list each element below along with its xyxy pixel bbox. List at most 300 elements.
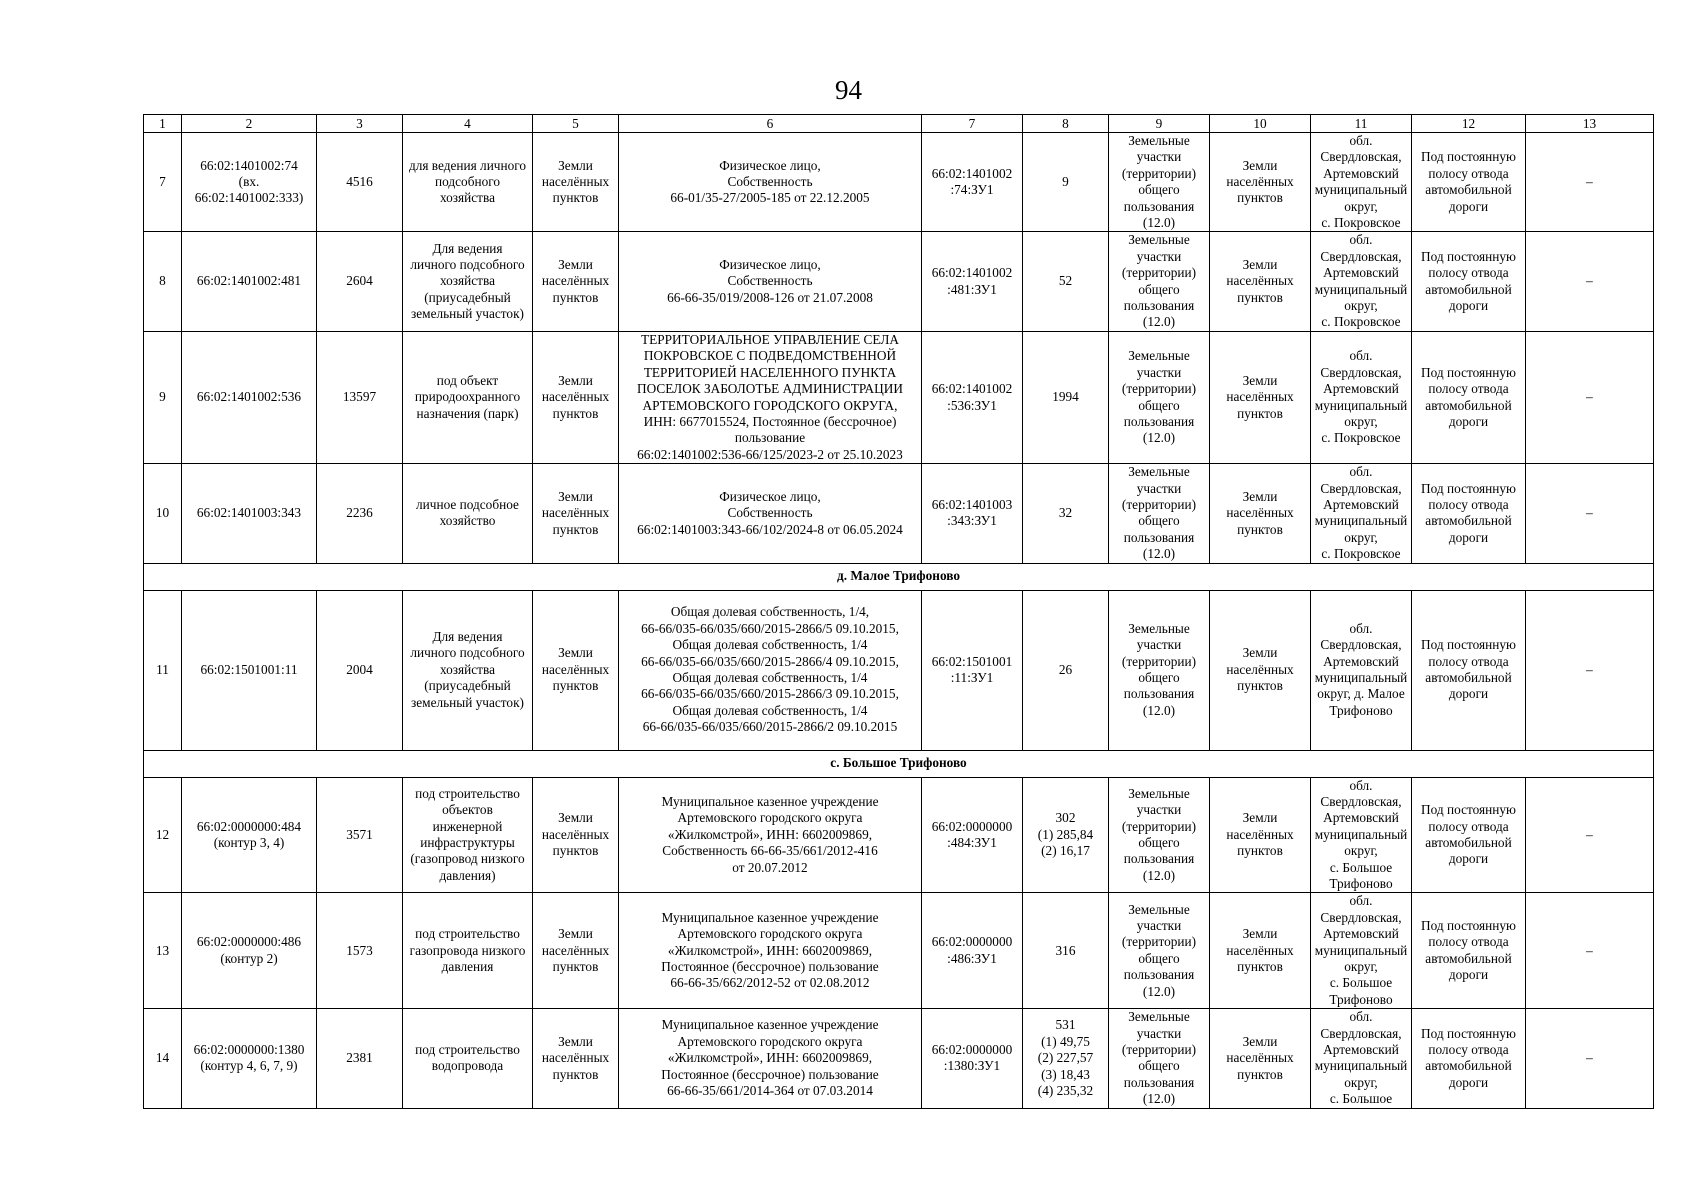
cell-line: пунктов <box>1237 678 1283 694</box>
cell-line: Под постоянную <box>1421 1025 1516 1041</box>
cell-line: 1994 <box>1052 389 1079 405</box>
cell-line: участки <box>1136 149 1182 165</box>
note-cell: – <box>1526 464 1654 563</box>
note-cell: – <box>1526 1009 1654 1108</box>
cell-line: инженерной <box>432 818 503 834</box>
cell-line: автомобильной <box>1425 670 1512 686</box>
cell-line: округ, <box>1344 843 1378 859</box>
cell-line: Общая долевая собственность, 1/4 <box>672 702 868 718</box>
cell-line: полосу отвода <box>1428 496 1509 512</box>
note-cell: – <box>1526 777 1654 893</box>
cell-line: Собственность <box>727 174 813 190</box>
cell-line: Физическое лицо, <box>719 257 821 273</box>
cell-line: Для ведения <box>432 629 503 645</box>
cell-line: Земли <box>1242 1033 1278 1049</box>
cell-line: :481:ЗУ1 <box>947 281 997 297</box>
cell-line: пунктов <box>552 678 599 694</box>
cell-line: Земельные <box>1128 232 1190 248</box>
cell-line: Свердловская, <box>1320 480 1402 496</box>
cell-line: муниципальный <box>1314 826 1408 842</box>
cell-line: личного подсобного <box>410 257 525 273</box>
cell-line: с. Покровское <box>1321 314 1401 330</box>
cell-line: населённых <box>541 942 610 958</box>
cell-line: (12.0) <box>1142 314 1176 330</box>
land-category-cell <box>533 590 619 750</box>
cell-line: :74:ЗУ1 <box>950 182 994 198</box>
column-header: 2 <box>182 115 317 133</box>
cell-line: муниципальный <box>1314 281 1408 297</box>
cell-line: населённых <box>541 273 610 289</box>
cell-line: Трифоново <box>1329 991 1393 1007</box>
permitted-use-cell <box>403 777 533 893</box>
cell-line: полосу отвода <box>1428 165 1509 181</box>
location-cell <box>1311 133 1412 232</box>
cell-line: под объект <box>436 372 499 388</box>
cell-line: автомобильной <box>1425 950 1512 966</box>
cell-line: Артемовского городского округа <box>677 926 863 942</box>
cell-line: пунктов <box>1237 843 1283 859</box>
cell-line: Под постоянную <box>1421 248 1516 264</box>
cell-line: обл. <box>1349 620 1373 636</box>
cell-line: Свердловская, <box>1320 793 1402 809</box>
cell-line: Земли <box>558 810 593 826</box>
cell-line: Земли <box>558 257 593 273</box>
cell-line: автомобильной <box>1425 513 1512 529</box>
cell-line: автомобильной <box>1425 397 1512 413</box>
permitted-use-cell <box>403 464 533 563</box>
cell-line: пунктов <box>1237 1066 1283 1082</box>
cell-line: Земли <box>1242 645 1278 661</box>
land-category-2-cell <box>1210 464 1311 563</box>
cell-line: хозяйства <box>440 661 495 677</box>
cell-line: подсобного <box>435 174 500 190</box>
rights-holder-cell <box>619 777 922 893</box>
cell-line: давления) <box>439 867 496 883</box>
area-cell: 2004 <box>317 590 403 750</box>
cell-line: Земельные <box>1128 348 1190 364</box>
cell-line: Земли <box>558 488 593 504</box>
cell-line: участки <box>1136 802 1182 818</box>
cell-line: (2) 227,57 <box>1037 1050 1094 1066</box>
cell-line: «Жилкомстрой», ИНН: 6602009869, <box>667 826 873 842</box>
cell-line: 66:02:1401003:343-66/102/2024-8 от 06.05.2024 <box>637 521 903 537</box>
cell-line: природоохранного <box>414 389 521 405</box>
cell-line: пунктов <box>1237 190 1283 206</box>
cell-line: Артемовский <box>1323 1042 1399 1058</box>
cell-line: муниципальный <box>1314 513 1408 529</box>
cell-line: с. Большое <box>1329 975 1393 991</box>
cell-line: (3) 18,43 <box>1041 1066 1090 1082</box>
cell-line: дороги <box>1448 686 1489 702</box>
cell-line: общего <box>1138 281 1180 297</box>
land-category-cell <box>533 777 619 893</box>
land-category-cell <box>533 464 619 563</box>
cell-line: 66:02:1401002 <box>931 265 1013 281</box>
cell-line: :343:ЗУ1 <box>947 513 997 529</box>
permitted-use-cell <box>403 590 533 750</box>
cell-line: :536:ЗУ1 <box>947 397 997 413</box>
cadastral-number-cell <box>182 590 317 750</box>
cell-line: (территории) <box>1121 265 1197 281</box>
cell-line: АРТЕМОВСКОГО ГОРОДСКОГО ОКРУГА, <box>642 397 898 413</box>
cadastral-number-cell <box>182 893 317 1009</box>
cell-line: (4) 235,32 <box>1037 1083 1094 1099</box>
area-cell: 4516 <box>317 133 403 232</box>
cell-line: (приусадебный <box>424 678 511 694</box>
cell-line: (12.0) <box>1142 983 1176 999</box>
part-area-cell <box>1023 133 1109 232</box>
column-header: 4 <box>403 115 533 133</box>
land-plots-table <box>143 114 1654 1109</box>
column-header: 13 <box>1526 115 1654 133</box>
cell-line: Артемовского городского округа <box>677 1033 863 1049</box>
part-area-cell <box>1023 232 1109 331</box>
cell-line: Земли <box>1242 810 1278 826</box>
cell-line: 66-66-35/661/2014-364 от 07.03.2014 <box>667 1083 873 1099</box>
cell-line: Земли <box>1242 488 1278 504</box>
rights-holder-cell <box>619 232 922 331</box>
cell-line: (1) 49,75 <box>1041 1033 1090 1049</box>
column-header: 10 <box>1210 115 1311 133</box>
column-header: 3 <box>317 115 403 133</box>
cell-line: общего <box>1138 513 1180 529</box>
column-header: 8 <box>1023 115 1109 133</box>
column-header: 9 <box>1109 115 1210 133</box>
permitted-use-cell <box>403 893 533 1009</box>
permitted-use-cell <box>403 331 533 463</box>
cell-line: дороги <box>1448 529 1489 545</box>
cell-line: 66:02:1401003 <box>931 496 1013 512</box>
cell-line: личное подсобное <box>416 496 519 512</box>
cell-line: Земельные <box>1128 620 1190 636</box>
part-area-cell <box>1023 331 1109 463</box>
purpose-cell <box>1109 777 1210 893</box>
header-row <box>144 115 1654 133</box>
cadastral-number-cell <box>182 777 317 893</box>
cell-line: хозяйство <box>439 513 496 529</box>
row-number-cell: 14 <box>144 1009 182 1108</box>
cell-line: 66:02:1401002:536 <box>196 389 302 405</box>
cell-line: 66-66/035-66/035/660/2015-2866/4 09.10.2015, <box>641 653 899 669</box>
cell-line: 52 <box>1058 273 1073 289</box>
cell-line: населённых <box>1226 826 1294 842</box>
cell-line: дороги <box>1448 413 1489 429</box>
cell-line: дороги <box>1448 967 1489 983</box>
part-number-cell <box>922 133 1023 232</box>
cell-line: обл. <box>1349 133 1373 148</box>
cell-line: (территории) <box>1121 818 1197 834</box>
cell-line: объектов <box>442 802 493 818</box>
purpose-cell <box>1109 331 1210 463</box>
part-area-cell <box>1023 777 1109 893</box>
cell-line: (контур 2) <box>220 950 278 966</box>
permitted-use-cell <box>403 232 533 331</box>
purpose-cell <box>1109 133 1210 232</box>
land-category-2-cell <box>1210 590 1311 750</box>
cell-line: участки <box>1136 248 1182 264</box>
cell-line: ТЕРРИТОРИАЛЬНОЕ УПРАВЛЕНИЕ СЕЛА <box>641 331 899 347</box>
area-cell: 2236 <box>317 464 403 563</box>
cell-line: пунктов <box>1237 405 1283 421</box>
cell-line: с. Большое <box>1329 859 1393 875</box>
cell-line: 9 <box>1062 174 1069 190</box>
cell-line: населённых <box>1226 389 1294 405</box>
cell-line: Постоянное (бессрочное) пользование <box>661 959 879 975</box>
cell-line: округ, д. Малое <box>1317 686 1405 702</box>
column-header: 5 <box>533 115 619 133</box>
cell-line: автомобильной <box>1425 182 1512 198</box>
cell-line: (12.0) <box>1142 430 1176 446</box>
purpose-cell <box>1109 590 1210 750</box>
cell-line: земельный участок) <box>411 306 524 322</box>
cell-line: округ, <box>1344 529 1378 545</box>
cell-line: участки <box>1136 918 1182 934</box>
cell-line: обл. <box>1349 777 1373 793</box>
cell-line: пунктов <box>552 405 599 421</box>
cell-line: населённых <box>1226 1050 1294 1066</box>
cell-line: для ведения личного <box>408 157 527 173</box>
cell-line: Свердловская, <box>1320 149 1402 165</box>
cell-line: Трифоново <box>1329 876 1393 891</box>
cell-line: Свердловская, <box>1320 909 1402 925</box>
cell-line: хозяйства <box>440 273 495 289</box>
cell-line: полосу отвода <box>1428 818 1509 834</box>
cell-line: Муниципальное казенное учреждение <box>661 909 879 925</box>
cell-line: полосу отвода <box>1428 1042 1509 1058</box>
purpose-cell <box>1109 464 1210 563</box>
table-row <box>144 590 1654 750</box>
cell-line: (территории) <box>1121 381 1197 397</box>
cell-line: 66:02:0000000:484 <box>196 818 302 834</box>
cell-line: дороги <box>1448 1074 1489 1090</box>
table-row <box>144 331 1654 463</box>
cell-line: муниципальный <box>1314 182 1408 198</box>
encumbrance-type-cell <box>1412 133 1526 232</box>
cell-line: «Жилкомстрой», ИНН: 6602009869, <box>667 1050 873 1066</box>
cell-line: Под постоянную <box>1421 480 1516 496</box>
cell-line: участки <box>1136 1025 1182 1041</box>
cell-line: (газопровод низкого <box>410 851 525 867</box>
cell-line: пунктов <box>552 959 599 975</box>
cell-line: 66:02:1401002:536-66/125/2023-2 от 25.10.2023 <box>637 446 903 462</box>
cell-line: с. Покровское <box>1321 546 1401 562</box>
cell-line: Под постоянную <box>1421 918 1516 934</box>
part-area-cell <box>1023 590 1109 750</box>
rights-holder-cell <box>619 893 922 1009</box>
cell-line: Артемовский <box>1323 381 1399 397</box>
cell-line: Земли <box>1242 372 1278 388</box>
part-number-cell <box>922 893 1023 1009</box>
cell-line: округ, <box>1344 1074 1378 1090</box>
encumbrance-type-cell <box>1412 893 1526 1009</box>
encumbrance-type-cell <box>1412 331 1526 463</box>
cell-line: населённых <box>541 389 610 405</box>
cell-line: назначения (парк) <box>416 405 519 421</box>
cell-line: под строительство <box>415 1042 520 1058</box>
cell-line: (1) 285,84 <box>1037 826 1094 842</box>
cell-line: общего <box>1138 670 1180 686</box>
cell-line: общего <box>1138 834 1180 850</box>
section-title: д. Малое Трифоново <box>144 563 1654 590</box>
cell-line: Артемовский <box>1323 265 1399 281</box>
part-number-cell <box>922 590 1023 750</box>
rights-holder-cell <box>619 590 922 750</box>
row-number-cell: 10 <box>144 464 182 563</box>
cell-line: Земельные <box>1128 1009 1190 1025</box>
location-cell <box>1311 590 1412 750</box>
part-area-cell <box>1023 893 1109 1009</box>
location-cell <box>1311 232 1412 331</box>
area-cell: 1573 <box>317 893 403 1009</box>
land-category-2-cell <box>1210 893 1311 1009</box>
cell-line: населённых <box>541 661 610 677</box>
cell-line: 66:02:1401003:343 <box>196 505 302 521</box>
cell-line: автомобильной <box>1425 834 1512 850</box>
row-number-cell: 13 <box>144 893 182 1009</box>
encumbrance-type-cell <box>1412 590 1526 750</box>
cell-line: Земельные <box>1128 133 1190 148</box>
cell-line: Для ведения <box>432 240 503 256</box>
cadastral-number-cell <box>182 232 317 331</box>
table-row <box>144 133 1654 232</box>
cell-line: (12.0) <box>1142 1091 1176 1107</box>
cell-line: 66-66-35/662/2012-52 от 02.08.2012 <box>670 975 870 991</box>
cell-line: Общая долевая собственность, 1/4, <box>670 604 870 620</box>
part-number-cell <box>922 1009 1023 1108</box>
cell-line: Трифоново <box>1329 702 1393 718</box>
cell-line: 66:02:1501001:11 <box>200 661 298 677</box>
cell-line: 66:02:0000000 <box>931 1042 1013 1058</box>
cell-line: хозяйства <box>440 190 495 206</box>
cell-line: Артемовский <box>1323 926 1399 942</box>
cell-line: 66:02:1401002:333) <box>194 190 304 206</box>
cell-line: пунктов <box>552 289 599 305</box>
cell-line: Земли <box>558 157 593 173</box>
cell-line: Артемовский <box>1323 653 1399 669</box>
cell-line: Собственность <box>727 273 813 289</box>
land-category-cell <box>533 232 619 331</box>
cell-line: (12.0) <box>1142 546 1176 562</box>
location-cell <box>1311 777 1412 893</box>
land-category-2-cell <box>1210 331 1311 463</box>
row-number-cell: 8 <box>144 232 182 331</box>
land-category-cell <box>533 893 619 1009</box>
cell-line: водопровода <box>431 1058 504 1074</box>
section-row <box>144 563 1654 590</box>
cell-line: Физическое лицо, <box>719 488 821 504</box>
purpose-cell <box>1109 893 1210 1009</box>
cell-line: Артемовский <box>1323 165 1399 181</box>
cell-line: 66-66/035-66/035/660/2015-2866/3 09.10.2015, <box>641 686 899 702</box>
cell-line: населённых <box>1226 942 1294 958</box>
cell-line: (территории) <box>1121 1042 1197 1058</box>
cell-line: (территории) <box>1121 653 1197 669</box>
cell-line: обл. <box>1349 1009 1373 1025</box>
cell-line: пользование <box>734 430 806 446</box>
cell-line: населённых <box>1226 174 1294 190</box>
cell-line: Муниципальное казенное учреждение <box>661 793 879 809</box>
cell-line: пользования <box>1123 851 1195 867</box>
section-title: с. Большое Трифоново <box>144 750 1654 777</box>
cadastral-number-cell <box>182 331 317 463</box>
row-number-cell: 9 <box>144 331 182 463</box>
cell-line: (контур 4, 6, 7, 9) <box>200 1058 298 1074</box>
cell-line: обл. <box>1349 348 1373 364</box>
note-cell: – <box>1526 893 1654 1009</box>
part-area-cell <box>1023 464 1109 563</box>
cell-line: Свердловская, <box>1320 248 1402 264</box>
cell-line: Под постоянную <box>1421 637 1516 653</box>
cell-line: Постоянное (бессрочное) пользование <box>661 1066 879 1082</box>
cell-line: 66:02:1401002:74 <box>200 157 298 173</box>
rights-holder-cell <box>619 331 922 463</box>
cell-line: муниципальный <box>1314 1058 1408 1074</box>
cell-line: 302 <box>1055 810 1076 826</box>
cell-line: общего <box>1138 397 1180 413</box>
cell-line: давления <box>441 959 494 975</box>
cell-line: пунктов <box>552 843 599 859</box>
cell-line: населённых <box>541 505 610 521</box>
cell-line: обл. <box>1349 893 1373 909</box>
section-row <box>144 750 1654 777</box>
page-number: 94 <box>835 75 862 105</box>
cell-line: 66:02:1401002 <box>931 381 1013 397</box>
cell-line: Земли <box>1242 926 1278 942</box>
cell-line: 66:02:1401002 <box>931 165 1013 181</box>
land-category-2-cell <box>1210 1009 1311 1108</box>
cell-line: Под постоянную <box>1421 802 1516 818</box>
cell-line: Свердловская, <box>1320 364 1402 380</box>
cell-line: земельный участок) <box>411 694 524 710</box>
cell-line: муниципальный <box>1314 670 1408 686</box>
row-number-cell: 7 <box>144 133 182 232</box>
land-category-2-cell <box>1210 777 1311 893</box>
cell-line: (приусадебный <box>424 289 511 305</box>
land-category-cell <box>533 133 619 232</box>
cell-line: Физическое лицо, <box>719 157 821 173</box>
cell-line: 66:02:1401002:481 <box>196 273 302 289</box>
cell-line: (12.0) <box>1142 215 1176 231</box>
cell-line: автомобильной <box>1425 1058 1512 1074</box>
cell-line: 66:02:0000000:1380 <box>193 1042 305 1058</box>
cell-line: населённых <box>541 826 610 842</box>
cell-line: обл. <box>1349 464 1373 480</box>
rights-holder-cell <box>619 133 922 232</box>
cell-line: 66-66/035-66/035/660/2015-2866/2 09.10.2015 <box>642 719 898 735</box>
rights-holder-cell <box>619 464 922 563</box>
cell-line: с. Покровское <box>1321 430 1401 446</box>
cell-line: пунктов <box>1237 959 1283 975</box>
cell-line: ИНН: 6677015524, Постоянное (бессрочное) <box>643 413 897 429</box>
cell-line: 531 <box>1055 1017 1076 1033</box>
cell-line: ПОСЕЛОК ЗАБОЛОТЬЕ АДМИНИСТРАЦИИ <box>637 381 903 397</box>
cell-line: (12.0) <box>1142 867 1176 883</box>
cell-line: населённых <box>1226 273 1294 289</box>
cell-line: пользования <box>1123 686 1195 702</box>
column-header: 6 <box>619 115 922 133</box>
location-cell <box>1311 1009 1412 1108</box>
cell-line: дороги <box>1448 298 1489 314</box>
cell-line: личного подсобного <box>410 645 525 661</box>
part-number-cell <box>922 464 1023 563</box>
cell-line: населённых <box>1226 505 1294 521</box>
cell-line: населённых <box>541 174 610 190</box>
table-body <box>144 115 1654 1109</box>
land-category-2-cell <box>1210 133 1311 232</box>
encumbrance-type-cell <box>1412 232 1526 331</box>
cell-line: с. Покровское <box>1321 215 1401 231</box>
cell-line: участки <box>1136 637 1182 653</box>
